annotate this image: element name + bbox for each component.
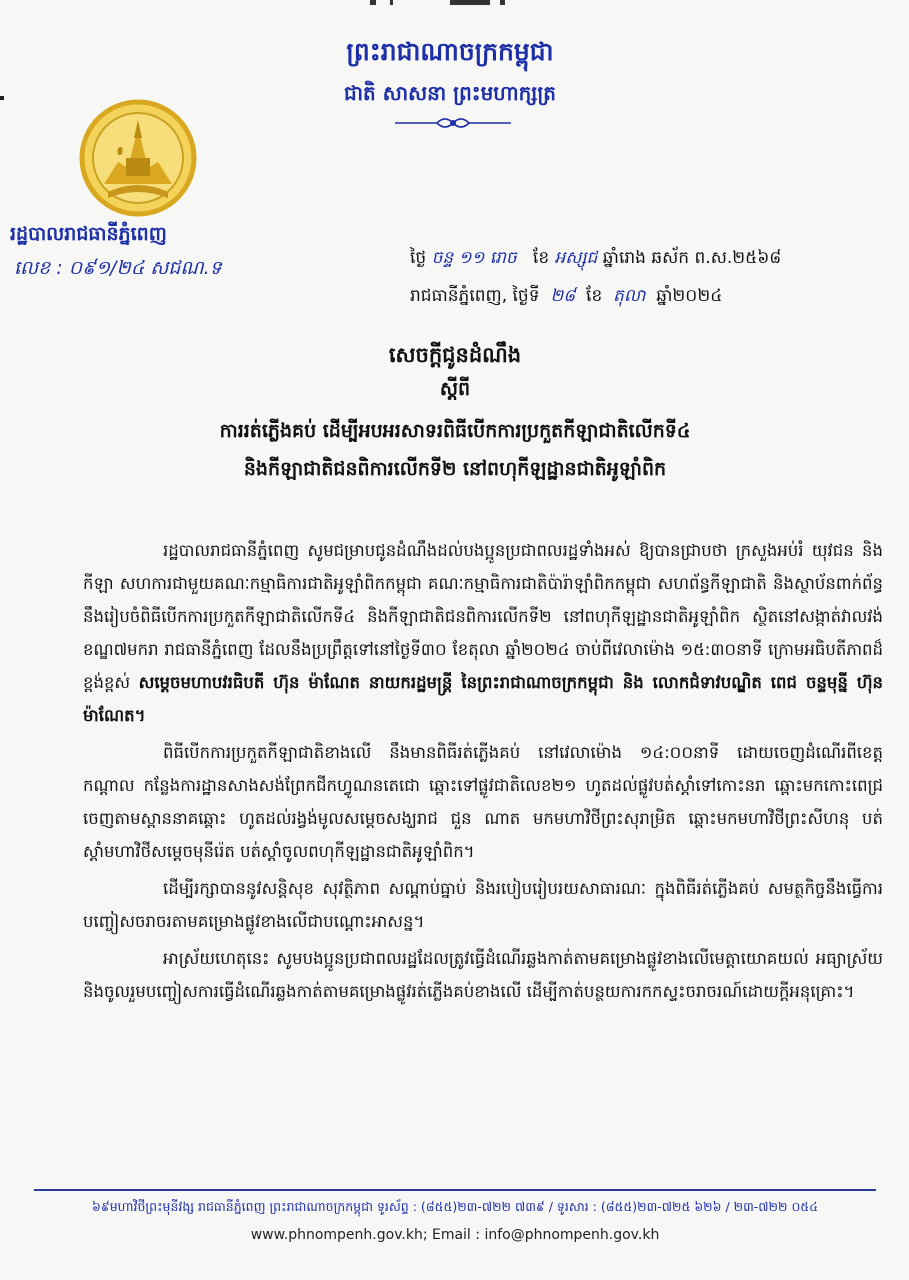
lunar-month-handwritten: អស្សុជ — [554, 248, 598, 268]
footer-web-email: www.phnompenh.gov.kh; Email : info@phnompenh.gov.kh — [250, 1227, 660, 1243]
paragraph-1-dignitaries: សម្តេចមហាបវរធិបតី ហ៊ុន ម៉ាណែត នាយករដ្ឋមន្ត្រី នៃព្រះរាជាណាចក្រកម្ពុជា និង លោកជំទាវបណ្ឌិត ពេជ ចន្ទមុន្នី ហ៊ុន ម៉ាណែត។ — [83, 673, 883, 725]
solar-month-handwritten: តុលា — [613, 286, 646, 306]
kingdom-heading: ព្រះរាជាណាចក្រកម្ពុជា — [346, 37, 554, 66]
footer-divider — [34, 1189, 876, 1191]
phnom-penh-seal-icon — [78, 98, 198, 218]
solar-month-label: ខែ — [586, 286, 603, 306]
lunar-month-label: ខែ — [532, 248, 550, 268]
notice-body — [83, 534, 883, 1012]
issuing-authority: រដ្ឋបាលរាជធានីភ្នំពេញ — [10, 223, 167, 245]
document-type: សេចក្តីជូនដំណឹង — [388, 343, 522, 367]
subject-line-2: និងកីឡាជាតិជនពិការលើកទី២ នៅពហុកីឡដ្ឋានជាតិអូឡាំពិក — [243, 458, 667, 480]
footer-address: ៦៩មហាវិថីព្រះមុនីវង្ស រាជធានីភ្នំពេញ ព្រះរាជាណាចក្រកម្ពុជា ទូរស័ព្ទ : (៨៥៥)២៣-៧២២ ៧៣៩ / ទូរសារ : (៨៥៥)២៣-៧២៥ ៦២៦ / ២៣-៧២២ ០៥៤ — [92, 1199, 818, 1214]
about-label: ស្តីពី — [439, 378, 471, 400]
paragraph-4: អាស្រ័យហេតុនេះ សូមបងប្អូនប្រជាពលរដ្ឋដែលត្រូវធ្វើដំណើរឆ្លងកាត់តាមគម្រោងផ្លូវខាងលើមេត្តាយោគយល់ អធ្យាស្រ័យ និងចូលរួមបញ្ចៀសការធ្វើដំណើរឆ្លងកាត់តាមគម្រោងផ្លូវរត់ភ្លើងគប់ខាងលើ ដើម្បីកាត់បន្ថយការកកស្ទះចរាចរណ៍ដោយក្តីអនុគ្រោះ។ — [83, 949, 883, 1001]
divider-ornament-icon — [393, 114, 513, 132]
paragraph-1-text: រដ្ឋបាលរាជធានីភ្នំពេញ សូមជម្រាបជូនដំណឹងដល់បងប្អូនប្រជាពលរដ្ឋទាំងអស់ ឱ្យបានជ្រាបថា ក្រសួងអប់រំ យុវជន និងកីឡា សហការជាមួយគណៈកម្មាធិការជាតិអូឡាំពិកកម្ពុជា គណៈកម្មាធិការជាតិប៉ារ៉ាឡាំពិកកម្ពុជា សហព័ន្ធកីឡាជាតិ និងស្ថាប័នពាក់ព័ន្ធ នឹងរៀបចំពិធីបើកការប្រកួតកីឡាជាតិលើកទី៤ និងកីឡាជាតិជនពិការលើកទី២ នៅពហុកីឡដ្ឋានជាតិអូឡាំពិក ស្ថិតនៅសង្កាត់វាលវង់ ខណ្ឌ៧មករា រាជធានីភ្នំពេញ ដែលនឹងប្រព្រឹត្តទៅនៅថ្ងៃទី៣០ ខែតុលា ឆ្នាំ២០២៤ ចាប់ពីវេលាម៉ោង ១៥:៣០នាទី ក្រោមអធិបតីភាពដ៏ខ្ពង់ខ្ពស់ — [83, 541, 883, 692]
solar-day-handwritten: ២៨ — [550, 286, 576, 306]
lunar-day-handwritten: ចន្ទ ១១ រោច — [431, 248, 517, 268]
subject-line-1: ការរត់ភ្លើងគប់ ដើម្បីអបអរសាទរពិធីបើកការប្រកួតកីឡាជាតិលើកទី៤ — [219, 420, 691, 442]
solar-year: ឆ្នាំ២០២៤ — [656, 286, 723, 306]
solar-date-line — [410, 282, 890, 310]
national-motto: ជាតិ សាសនា ព្រះមហាក្សត្រ — [344, 81, 556, 105]
lunar-year: ឆ្នាំរោង ឆស័ក ព.ស.២៥៦៨ — [602, 248, 782, 268]
lunar-date-line — [410, 244, 890, 272]
reference-number: លេខ : ០៩១/២៤ សជណ.ទ — [14, 257, 222, 279]
paragraph-3: ដើម្បីរក្សាបាននូវសន្តិសុខ សុវត្ថិភាព សណ្តាប់ធ្នាប់ និងរបៀបរៀបរយសាធារណៈ ក្នុងពិធីរត់ភ្លើងគប់ សមត្ថកិច្ចនឹងធ្វើការបញ្ចៀសចរាចរតាមគម្រោងផ្លូវខាងលើជាបណ្តោះអាសន្ន។ — [83, 879, 883, 931]
city-date-label: រាជធានីភ្នំពេញ, ថ្ងៃទី — [410, 286, 540, 306]
lunar-day-label: ថ្ងៃ — [410, 248, 427, 268]
paragraph-2: ពិធីបើកការប្រកួតកីឡាជាតិខាងលើ នឹងមានពិធីរត់ភ្លើងគប់ នៅវេលាម៉ោង ១៤:០០នាទី ដោយចេញដំណើរពីខេត្តកណ្តាល កន្លែងការដ្ឋានសាងសង់ព្រែកជីកហ្វូណនតេជោ ឆ្ពោះទៅផ្លូវជាតិលេខ២១ ហូតដល់ផ្លូវបត់ស្តាំទៅកោះនរា ឆ្ពោះមកកោះពេជ្រ ចេញតាមស្ពាននាគឆ្ពោះ ហូតដល់រង្វង់មូលសម្តេចសង្ឃរាជ ជួន ណាត មកមហាវិថីព្រះសុរាម្រិត ឆ្ពោះមកមហាវិថីព្រះសីហនុ បត់ស្តាំមហាវិថីសម្តេចមុនីរ៉េត បត់ស្តាំចូលពហុកីឡដ្ឋានជាតិអូឡាំពិក។ — [83, 743, 883, 861]
scan-mark — [0, 96, 4, 100]
paragraph-1 — [83, 534, 883, 732]
scan-artifact — [350, 0, 550, 6]
